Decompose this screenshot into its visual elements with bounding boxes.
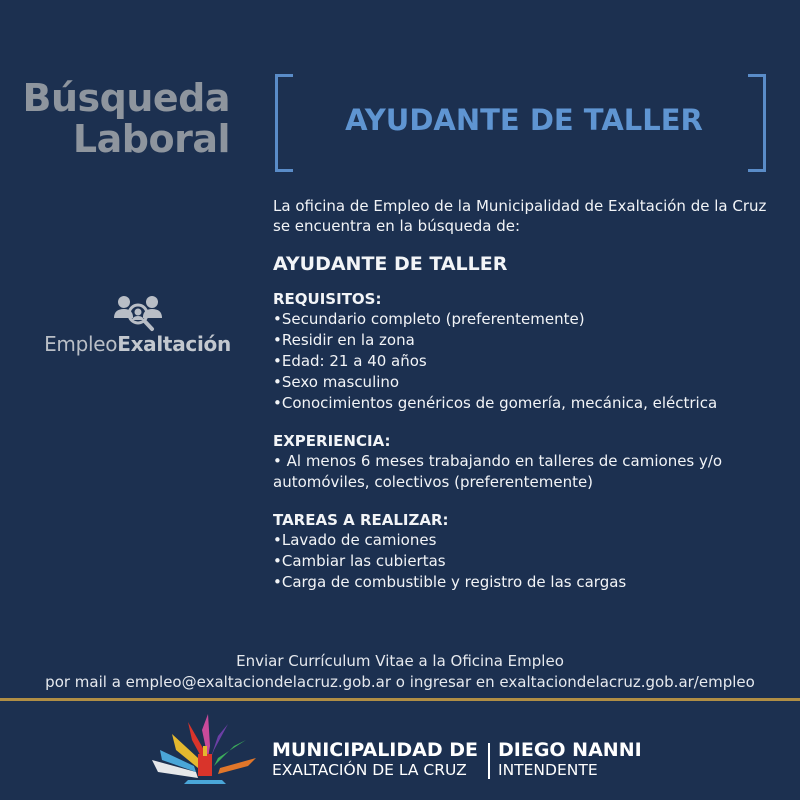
application-instructions bbox=[0, 651, 800, 693]
list-item: •Conocimientos genéricos de gomería, mecánica, eléctrica bbox=[273, 394, 718, 412]
divider bbox=[0, 698, 800, 701]
right-bracket bbox=[748, 74, 766, 172]
list-item: •Cambiar las cubiertas bbox=[273, 552, 446, 570]
logo-text bbox=[30, 332, 245, 356]
mayor-name: DIEGO NANNI bbox=[498, 739, 642, 761]
job-description bbox=[273, 196, 783, 593]
intro-text: La oficina de Empleo de la Municipalidad de Exaltación de la Cruz se encuentra en la búsqueda de: bbox=[273, 197, 767, 235]
municipality-name: MUNICIPALIDAD DE bbox=[272, 739, 478, 761]
municipality-location: EXALTACIÓN DE LA CRUZ bbox=[272, 761, 467, 779]
instructions-line1: Enviar Currículum Vitae a la Oficina Empleo bbox=[236, 652, 564, 670]
instructions-line2: por mail a empleo@exaltaciondelacruz.gob.ar o ingresar en exaltaciondelacruz.gob.ar/empleo bbox=[45, 673, 755, 691]
logo-text-exaltacion: Exaltación bbox=[117, 332, 231, 356]
list-item: •Secundario completo (preferentemente) bbox=[273, 310, 585, 328]
list-item: •Edad: 21 a 40 años bbox=[273, 352, 427, 370]
left-bracket bbox=[275, 74, 293, 172]
logo-text-empleo: Empleo bbox=[44, 332, 118, 356]
empleo-exaltacion-logo bbox=[30, 292, 245, 356]
section-title-line2: Laboral bbox=[72, 117, 230, 161]
list-item: •Sexo masculino bbox=[273, 373, 400, 391]
requirements-heading: REQUISITOS: bbox=[273, 290, 382, 308]
brand-separator bbox=[488, 743, 490, 779]
mayor-role: INTENDENTE bbox=[498, 761, 598, 779]
section-title-line1: Búsqueda bbox=[22, 76, 230, 120]
experience-text: • Al menos 6 meses trabajando en talleres de camiones y/o automóviles, colectivos (preferentemente) bbox=[273, 452, 723, 491]
job-title: AYUDANTE DE TALLER bbox=[273, 253, 508, 275]
list-item: •Lavado de camiones bbox=[273, 531, 437, 549]
job-title-banner: AYUDANTE DE TALLER bbox=[345, 103, 703, 137]
people-search-icon bbox=[112, 292, 164, 336]
section-title bbox=[20, 78, 230, 160]
experience-heading: EXPERIENCIA: bbox=[273, 432, 391, 450]
list-item: •Residir en la zona bbox=[273, 331, 415, 349]
list-item: •Carga de combustible y registro de las cargas bbox=[273, 573, 627, 591]
municipality-logo bbox=[148, 710, 260, 790]
tasks-heading: TAREAS A REALIZAR: bbox=[273, 511, 449, 529]
